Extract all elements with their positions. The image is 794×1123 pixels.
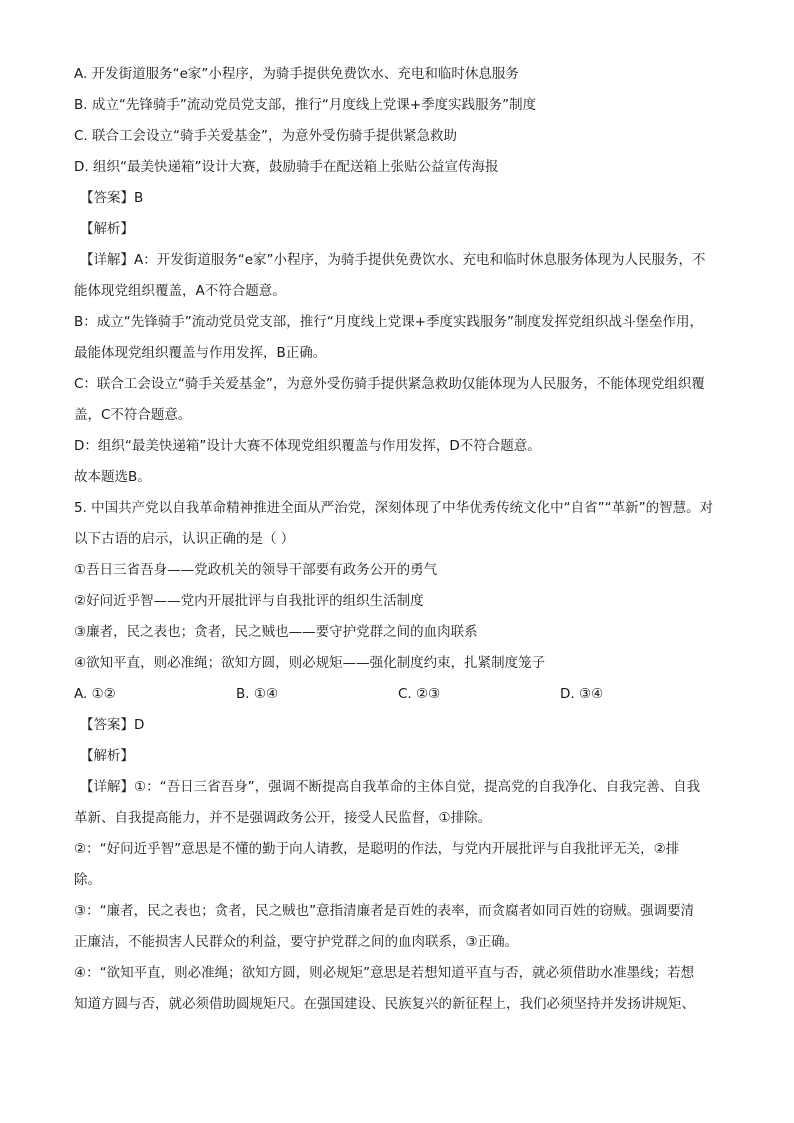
answer-choices [74,682,734,713]
explanation-line: 正廉洁，不能损害人民群众的利益，要守护党群之间的血肉联系，③正确。 [74,934,519,950]
explanation-line: 能体现党组织覆盖，A不符合题意。 [74,283,286,299]
option-a: A. 开发街道服务“e家”小程序，为骑手提供免费饮水、充电和临时休息服务 [74,66,519,82]
explanation-line: 故本题选B。 [74,469,151,485]
choice-c: C. ②③ [398,686,441,702]
explanation-line: 盖，C不符合题意。 [74,407,192,423]
analysis-label: 【解析】 [80,221,134,237]
explanation-line: 革新、自我提高能力，并不是强调政务公开，接受人民监督，①排除。 [74,810,492,826]
explanation-line: 最能体现党组织覆盖与作用发挥，B正确。 [74,345,327,361]
analysis-label: 【解析】 [80,748,134,764]
explanation-line: ②：“好问近乎智”意思是不懂的勤于向人请教，是聪明的作法，与党内开展批评与自我批评无关，②排 [74,841,680,857]
explanation-line: ③：“廉者，民之表也；贪者，民之贼也”意指清廉者是百姓的表率，而贪腐者如同百姓的窃贼。强调要清 [74,903,695,919]
choice-a: A. ①② [74,686,116,702]
statement-item: ③廉者，民之表也；贪者，民之贼也——要守护党群之间的血肉联系 [74,624,478,640]
choice-d: D. ③④ [560,686,604,702]
statement-item: ①吾日三省吾身——党政机关的领导干部要有政务公开的勇气 [74,562,438,578]
statement-item: ④欲知平直，则必准绳；欲知方圆，则必规矩——强化制度约束，扎紧制度笼子 [74,655,546,671]
question-stem: 以下古语的启示，认识正确的是（ ） [74,531,295,547]
explanation-line: 【详解】A：开发街道服务“e家”小程序，为骑手提供免费饮水、充电和临时休息服务体现为人民服务，不 [80,252,706,268]
answer-label: 【答案】D [80,717,145,733]
question-stem: 5. 中国共产党以自我革命精神推进全面从严治党，深刻体现了中华优秀传统文化中“自省”“革新”的智慧。对 [74,500,714,516]
explanation-line: 【详解】①：“吾日三省吾身”，强调不断提高自我革命的主体自觉，提高党的自我净化、自我完善、自我 [80,779,701,795]
option-c: C. 联合工会设立“骑手关爱基金”，为意外受伤骑手提供紧急救助 [74,128,457,144]
choice-b: B. ①④ [236,686,279,702]
option-d: D. 组织“最美快递箱”设计大赛，鼓励骑手在配送箱上张贴公益宣传海报 [74,159,499,175]
document-page [74,62,734,1023]
statement-item: ②好问近乎智——党内开展批评与自我批评的组织生活制度 [74,593,424,609]
explanation-line: C：联合工会设立“骑手关爱基金”，为意外受伤骑手提供紧急救助仅能体现为人民服务，不能体现党组织覆 [74,376,705,392]
explanation-line: ④：“欲知平直，则必准绳；欲知方圆，则必规矩”意思是若想知道平直与否，就必须借助水准墨线；若想 [74,965,695,981]
explanation-line: D：组织“最美快递箱”设计大赛不体现党组织覆盖与作用发挥，D不符合题意。 [74,438,541,454]
explanation-line: 除。 [74,872,101,888]
explanation-line: B：成立“先锋骑手”流动党员党支部，推行“月度线上党课+季度实践服务”制度发挥党组织战斗堡垒作用， [74,314,704,330]
explanation-line: 知道方圆与否，就必须借助圆规矩尺。在强国建设、民族复兴的新征程上，我们必须坚持并发扬讲规矩、 [74,996,695,1012]
option-b: B. 成立“先锋骑手”流动党员党支部，推行“月度线上党课+季度实践服务”制度 [74,97,537,113]
answer-label: 【答案】B [80,190,144,206]
